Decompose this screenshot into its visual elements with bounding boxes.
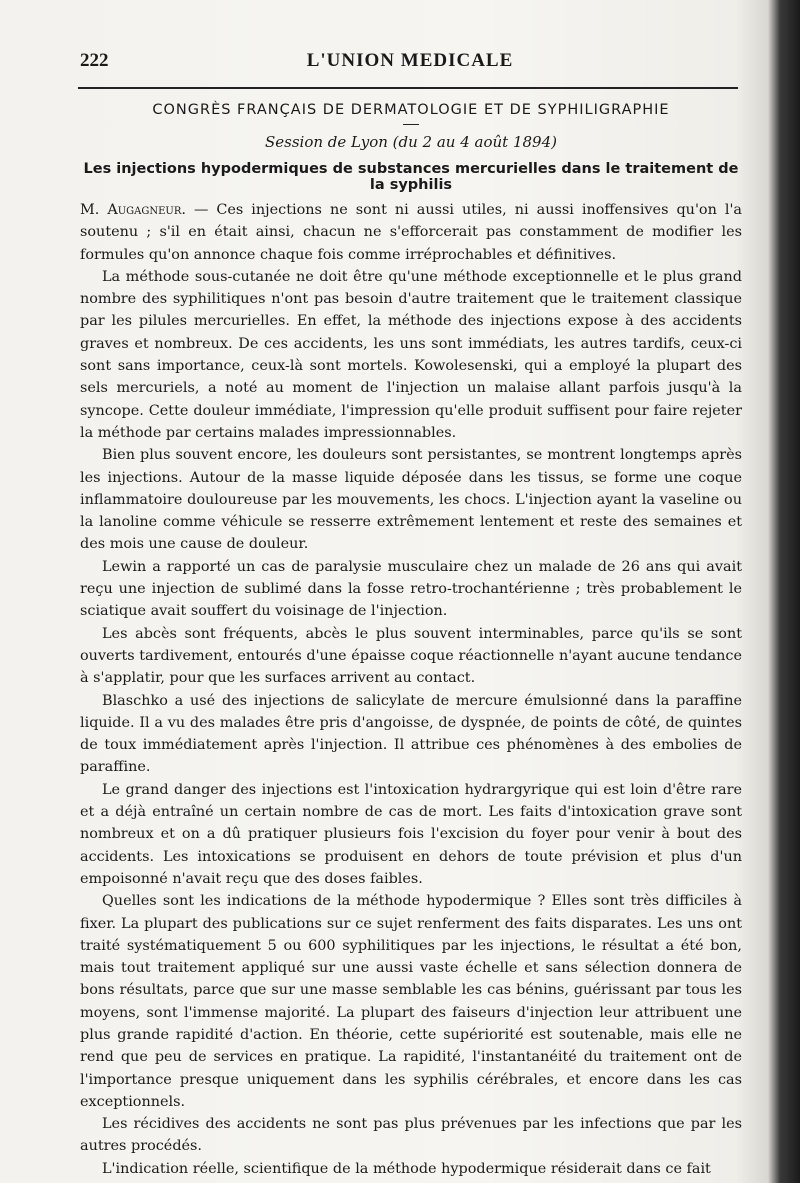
paragraph-text: — Ces injections ne sont ni aussi utiles, ni aussi inoffensives qu'on l'a soutenu ; s'il en était ainsi, chacun ne s'efforcerait pas constamment de modifier les formules qu'on annonce chaque fois comme irréprochables et définitives. <box>80 202 743 263</box>
title-divider <box>403 124 419 125</box>
paragraph: Blaschko a usé des injections de salicylate de mercure émulsionné dans la paraffine liquide. Il a vu des malades être pris d'angoisse, de dyspnée, de points de côté, de quintes de toux immédiatement après l'injection. Il attribue ces phénomènes à des embolies de paraffine. <box>80 692 742 776</box>
congress-title: CONGRÈS FRANÇAIS DE DERMATOLOGIE ET DE SYPHILIGRAPHIE <box>152 102 670 118</box>
page-header <box>80 50 740 80</box>
article-section <box>80 102 742 1180</box>
paragraph: L'indication réelle, scientifique de la méthode hypodermique résiderait dans ce fait <box>102 1160 711 1177</box>
speaker-name: M. Augagneur. <box>80 202 186 218</box>
paragraph <box>80 199 742 266</box>
paragraph: Quelles sont les indications de la méthode hypodermique ? Elles sont très difficiles à fixer. La plupart des publications sur ce sujet renferment des faits disparates. Les uns ont traité systématiquement 5 ou 600 syphilitiques par les injections, le résultat a été bon, mais tout traitement appliqué sur une aussi vaste échelle et sans sélection donnera de bons résultats, parce que sur une masse semblable les cas bénins, guérissant par tous les moyens, sont l'immense majorité. La plupart des faiseurs d'injection leur attribuent une plus grande rapidité d'action. En théorie, cette supériorité est soutenable, mais elle ne rend que peu de services en pratique. La rapidité, l'instantanéité du traitement ont de l'importance presque uniquement dans les syphilis cérébrales, et encore dans les cas exceptionnels. <box>80 893 742 1110</box>
running-title: L'UNION MEDICALE <box>306 50 514 71</box>
paragraph: Le grand danger des injections est l'intoxication hydrargyrique qui est loin d'être rare et a déjà entraîné un certain nombre de cas de mort. Les faits d'intoxication grave sont nombreux et on a dû pratiquer plusieurs fois l'excision du foyer pour venir à bout des accidents. Les intoxications se produisent en dehors de toute prévision et plus d'un empoisonné n'avait reçu que des doses faibles. <box>80 781 742 887</box>
page-number: 222 <box>80 50 109 71</box>
session-line: Session de Lyon (du 2 au 4 août 1894) <box>264 133 558 151</box>
paragraph: La méthode sous-cutanée ne doit être qu'une méthode exceptionnelle et le plus grand nombre des syphilitiques n'ont pas besoin d'autre traitement que le traitement classique par les pilules mercurielles. En effet, la méthode des injections expose à des accidents graves et nombreux. De ces accidents, les uns sont immédiats, les autres tardifs, ceux-ci sont sans importance, ceux-là sont mortels. Kowolesenski, qui a employé la plupart des sels mercuriels, a noté au moment de l'injection un malaise allant parfois jusqu'à la syncope. Cette douleur immédiate, l'impression qu'elle produit suffisent pour faire rejeter la méthode par certains malades impressionnables. <box>80 268 742 441</box>
header-rule <box>78 87 738 89</box>
paragraph: Lewin a rapporté un cas de paralysie musculaire chez un malade de 26 ans qui avait reçu une injection de sublimé dans la fosse retro-trochantérienne ; très probablement le sciatique avait souffert du voisinage de l'injection. <box>80 558 742 620</box>
paragraph: Les récidives des accidents ne sont pas plus prévenues par les infections que par les autres procédés. <box>80 1116 742 1155</box>
article-title: Les injections hypodermiques de substances mercurielles dans le traitement de la syphilis <box>83 161 739 193</box>
paragraph: Les abcès sont fréquents, abcès le plus souvent interminables, parce qu'ils se sont ouverts tardivement, entourés d'une épaisse coque réactionnelle n'ayant aucune tendance à s'applatir, pour que les surfaces arrivent au contact. <box>80 625 742 687</box>
paragraph: Bien plus souvent encore, les douleurs sont persistantes, se montrent longtemps après les injections. Autour de la masse liquide déposée dans les tissus, se forme une coque inflammatoire douloureuse par les mouvements, les chocs. L'injection ayant la vaseline ou la lanoline comme véhicule se resserre extrêmement lentement et reste des semaines et des mois une cause de douleur. <box>80 447 742 553</box>
